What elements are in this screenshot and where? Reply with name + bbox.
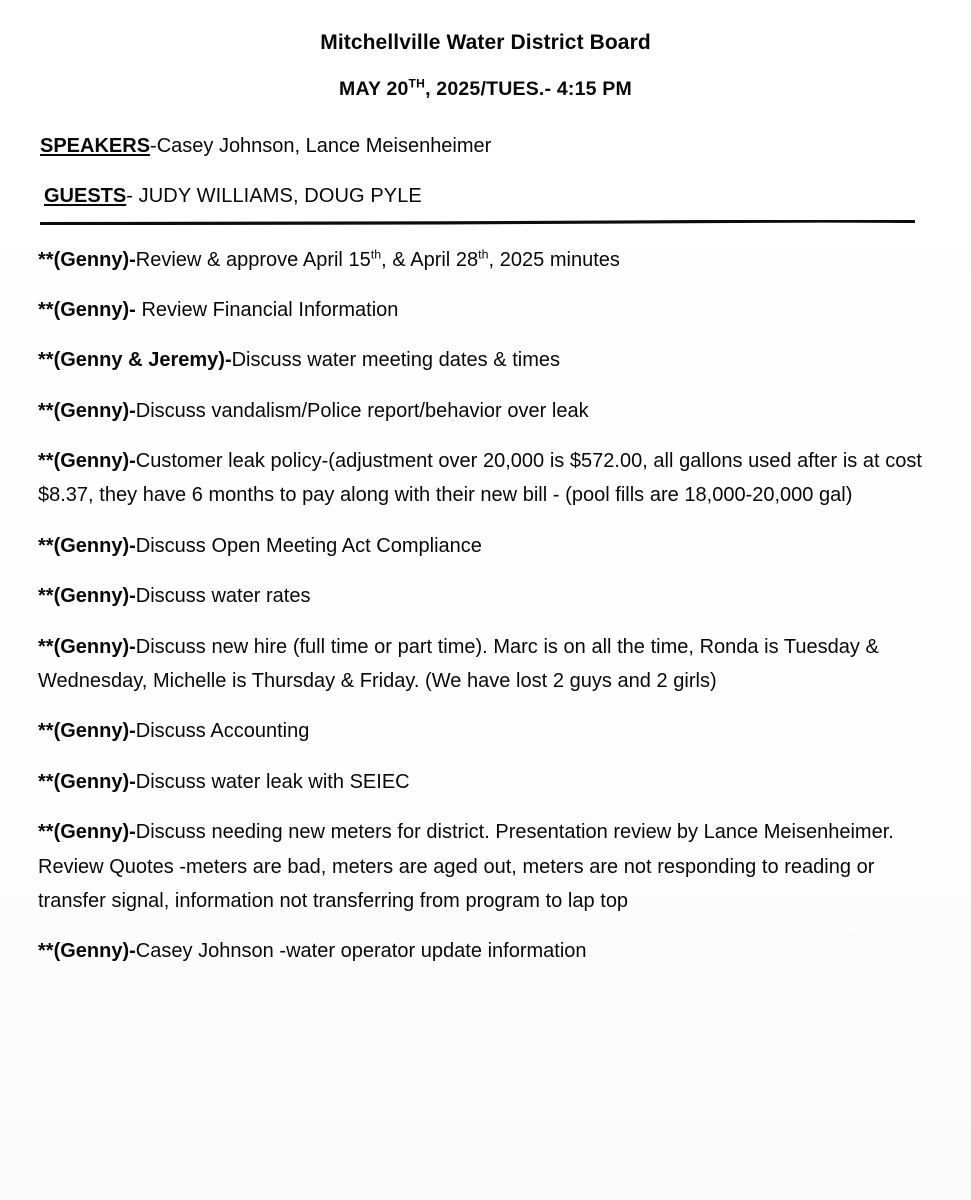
agenda-item (38, 529, 937, 563)
agenda-item-owner-prefix: **(Genny)- (38, 534, 136, 557)
agenda-item (38, 934, 937, 968)
agenda-item-owner-prefix: **(Genny)- (38, 635, 136, 658)
agenda-item-owner-prefix: **(Genny)- (38, 770, 136, 793)
agenda-item-text: Customer leak policy-(adjustment over 20,000 is $572.00, all gallons used after is at cost $8.37, they have 6 months to pay along with their new bill - (pool fills are 18,000-20,000 gal) (38, 450, 922, 507)
agenda-item-owner-prefix: **(Genny)- (38, 298, 136, 321)
guests-label: GUESTS (44, 184, 127, 207)
agenda-item-owner-prefix: **(Genny)- (38, 940, 136, 963)
page-title: Mitchellville Water District Board (320, 31, 651, 54)
agenda-item-text: Casey Johnson -water operator update information (135, 940, 587, 963)
agenda-item-text: , & April 28 (381, 248, 479, 271)
agenda-item-text: Discuss water rates (135, 585, 311, 608)
speakers-label: SPEAKERS (40, 134, 151, 157)
agenda-item-text: , 2025 minutes (488, 248, 620, 271)
agenda-item (38, 765, 937, 799)
agenda-item (38, 714, 937, 748)
agenda-item (38, 394, 937, 428)
agenda-item-text: Discuss water leak with SEIEC (135, 770, 410, 793)
header-divider-container (0, 208, 971, 232)
agenda-item-text: Review Financial Information (135, 298, 399, 321)
ordinal-suffix: th (478, 246, 489, 261)
agenda-item-text: Discuss water meeting dates & times (231, 349, 561, 372)
agenda-item-list (0, 232, 971, 969)
agenda-item (38, 243, 937, 277)
meeting-datetime-prefix: MAY 20 (339, 78, 409, 101)
agenda-item-text: Discuss vandalism/Police report/behavior over leak (135, 399, 589, 422)
guests-line (0, 158, 971, 208)
agenda-item-text: Review & approve April 15 (135, 248, 371, 271)
agenda-item (38, 343, 937, 377)
ordinal-suffix: th (370, 246, 382, 261)
agenda-item-text: Discuss new hire (full time or part time). Marc is on all the time, Ronda is Tuesday & Wednesday, Michelle is Thursday & Friday. (We have lost 2 guys and 2 girls) (38, 635, 879, 693)
agenda-item-text: Discuss Open Meeting Act Compliance (135, 534, 482, 557)
meeting-datetime (0, 54, 971, 100)
agenda-item (38, 444, 937, 513)
agenda-item (38, 579, 937, 613)
agenda-item-text: Discuss needing new meters for district. Presentation review by Lance Meisenheimer. Review Quotes -meters are bad, meters are aged out, meters are not responding to reading or transfer signal, information not transferring from program to lap top (38, 821, 894, 912)
agenda-item-owner-prefix: **(Genny)- (38, 450, 136, 473)
agenda-item-owner-prefix: **(Genny)- (38, 399, 136, 422)
agenda-item-owner-prefix: **(Genny)- (38, 821, 136, 844)
meeting-date-ordinal-suffix: TH (408, 76, 426, 91)
agenda-item-text: Discuss Accounting (135, 720, 310, 743)
agenda-item (38, 815, 937, 918)
agenda-item-owner-prefix: **(Genny & Jeremy)- (38, 349, 232, 372)
speakers-value: -Casey Johnson, Lance Meisenheimer (150, 134, 492, 157)
speakers-line (0, 101, 971, 158)
meeting-datetime-suffix: , 2025/TUES.- 4:15 PM (425, 78, 632, 101)
agenda-item-owner-prefix: **(Genny)- (38, 720, 136, 743)
guests-value: - JUDY WILLIAMS, DOUG PYLE (126, 184, 422, 207)
horizontal-rule (40, 220, 915, 225)
agenda-item-owner-prefix: **(Genny)- (38, 585, 136, 608)
agenda-item (38, 293, 937, 327)
agenda-item-owner-prefix: **(Genny)- (38, 248, 136, 271)
agenda-item (38, 630, 937, 699)
